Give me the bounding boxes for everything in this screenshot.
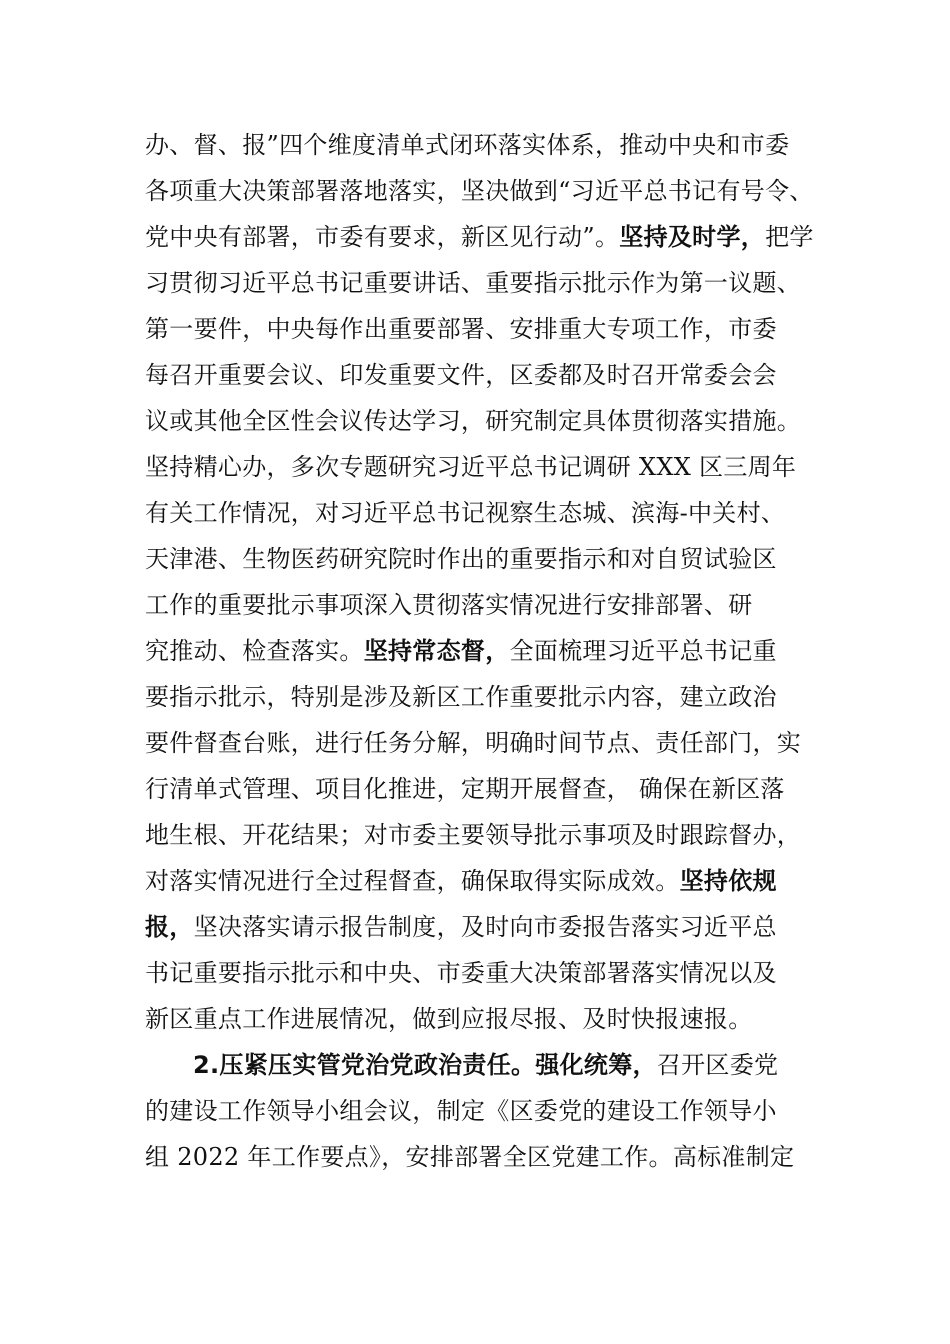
text-line bbox=[145, 444, 835, 490]
text-segment: 把学 bbox=[765, 223, 814, 251]
text-segment: 组 2022 年工作要点》，安排部署全区党建工作。高标准制定 bbox=[145, 1143, 795, 1171]
text-line bbox=[145, 122, 835, 168]
text-line bbox=[145, 168, 835, 214]
text-segment: 召开区委党 bbox=[656, 1051, 779, 1079]
text-line bbox=[145, 674, 835, 720]
text-segment: 行清单式管理、项目化推进，定期开展督查， 确保在新区落 bbox=[145, 775, 785, 803]
bold-text-segment: 坚持依规 bbox=[679, 867, 777, 895]
text-segment: 要件督查台账，进行任务分解，明确时间节点、责任部门，实 bbox=[145, 729, 802, 757]
text-line bbox=[145, 904, 835, 950]
text-segment: 各项重大决策部署落地落实，坚决做到“习近平总书记有号令、 bbox=[145, 177, 814, 205]
text-segment: 坚持精心办，多次专题研究习近平总书记调研 XXX 区三周年 bbox=[145, 453, 797, 481]
text-segment: 全面梳理习近平总书记重 bbox=[509, 637, 777, 665]
text-line bbox=[145, 812, 835, 858]
text-segment: 书记重要指示批示和中央、市委重大决策部署落实情况以及 bbox=[145, 959, 777, 987]
text-line bbox=[145, 720, 835, 766]
text-line bbox=[145, 1088, 835, 1134]
text-line bbox=[145, 950, 835, 996]
text-line bbox=[145, 766, 835, 812]
text-segment: 坚决落实请示报告制度，及时向市委报告落实习近平总 bbox=[193, 913, 777, 941]
text-line bbox=[145, 1042, 835, 1088]
text-segment: 新区重点工作进展情况，做到应报尽报、及时快报速报。 bbox=[145, 1005, 753, 1033]
text-segment: 有关工作情况，对习近平总书记视察生态城、滨海-中关村、 bbox=[145, 499, 786, 527]
text-segment: 地生根、开花结果；对市委主要领导批示事项及时跟踪督办， bbox=[145, 821, 802, 849]
text-line bbox=[145, 260, 835, 306]
text-line bbox=[145, 490, 835, 536]
text-segment: 对落实情况进行全过程督查，确保取得实际成效。 bbox=[145, 867, 680, 895]
text-line bbox=[145, 582, 835, 628]
bold-text-segment: 2.压紧压实管党治党政治责任。强化统筹， bbox=[193, 1051, 657, 1079]
text-line bbox=[145, 1134, 835, 1180]
text-line bbox=[145, 536, 835, 582]
text-segment: 要指示批示，特别是涉及新区工作重要批示内容，建立政治 bbox=[145, 683, 777, 711]
text-line bbox=[145, 858, 835, 904]
text-segment: 的建设工作领导小组会议，制定《区委党的建设工作领导小 bbox=[145, 1097, 777, 1125]
text-line bbox=[145, 214, 835, 260]
text-segment: 办、督、报”四个维度清单式闭环落实体系，推动中央和市委 bbox=[145, 131, 790, 159]
text-line bbox=[145, 996, 835, 1042]
text-line bbox=[145, 306, 835, 352]
text-line bbox=[145, 398, 835, 444]
text-line bbox=[145, 628, 835, 674]
text-line bbox=[145, 352, 835, 398]
text-segment: 党中央有部署，市委有要求，新区见行动”。 bbox=[145, 223, 620, 251]
bold-text-segment: 报， bbox=[145, 913, 194, 941]
text-segment: 工作的重要批示事项深入贯彻落实情况进行安排部署、研 bbox=[145, 591, 753, 619]
text-segment: 究推动、检查落实。 bbox=[145, 637, 364, 665]
text-segment: 天津港、生物医药研究院时作出的重要指示和对自贸试验区 bbox=[145, 545, 777, 573]
bold-text-segment: 坚持及时学， bbox=[619, 223, 766, 251]
text-segment: 第一要件，中央每作出重要部署、安排重大专项工作，市委 bbox=[145, 315, 777, 343]
text-segment: 议或其他全区性会议传达学习，研究制定具体贯彻落实措施。 bbox=[145, 407, 802, 435]
text-segment: 每召开重要会议、印发重要文件，区委都及时召开常委会会 bbox=[145, 361, 777, 389]
bold-text-segment: 坚持常态督， bbox=[363, 637, 510, 665]
body-text bbox=[145, 122, 835, 1180]
text-segment: 习贯彻习近平总书记重要讲话、重要指示批示作为第一议题、 bbox=[145, 269, 802, 297]
